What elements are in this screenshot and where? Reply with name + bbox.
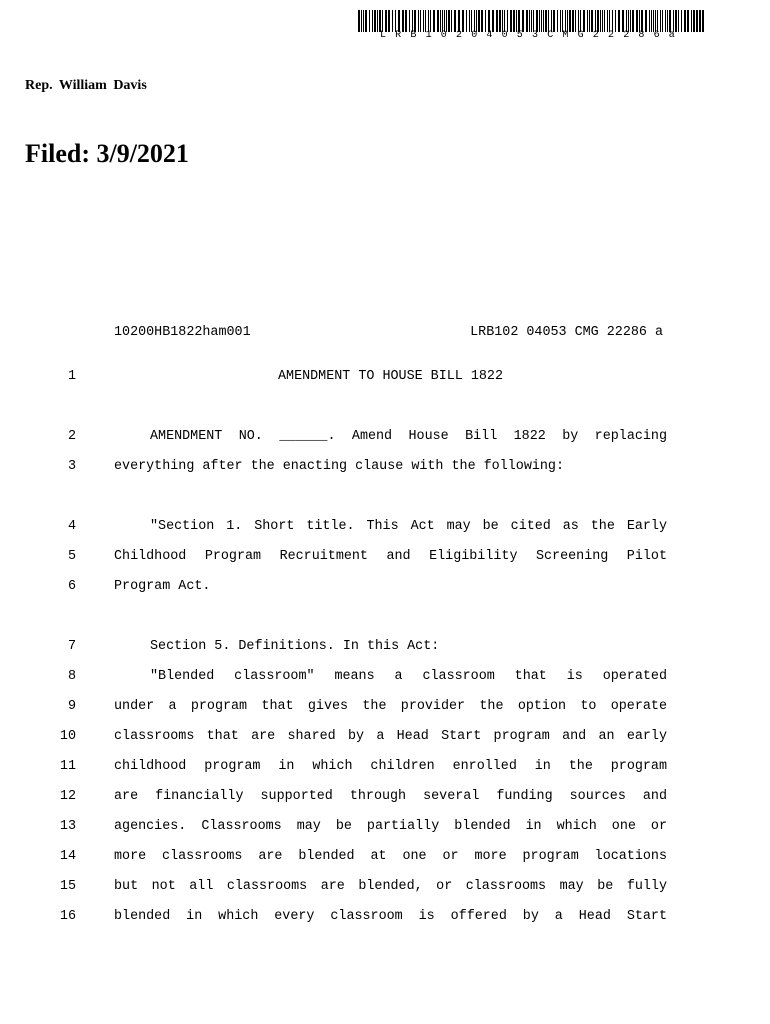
barcode-bar [531,10,532,32]
barcode-bar [678,10,679,32]
barcode-bar [557,10,558,32]
barcode-bar [553,10,555,32]
barcode-bar [655,10,656,32]
barcode-bar [462,10,464,32]
barcode-bar [385,10,387,32]
line-text: AMENDMENT NO. ______. Amend House Bill 1822 by replacing [150,429,667,444]
barcode-bar [615,10,616,32]
barcode-bar [626,10,627,32]
document-line [0,429,770,449]
barcode-bar [365,10,367,32]
barcode-bar [474,10,475,32]
barcode-bar [363,10,364,32]
line-text: blended in which every classroom is offered by a Head Start [114,909,667,924]
barcode-bar [632,10,634,32]
sponsor-name: Rep. William Davis [25,78,147,93]
barcode-bar [612,10,613,32]
barcode-bar [543,10,544,32]
line-number: 3 [67,459,76,474]
line-number: 4 [67,519,76,534]
barcode-bar [379,10,381,32]
barcode-bar [507,10,508,32]
barcode-bar [587,10,588,32]
barcode-bar [437,10,439,32]
barcode-bar [651,10,652,32]
barcode-bar [412,10,413,32]
barcode-bar [430,10,431,32]
barcode-bar [567,10,568,32]
barcode-bar [660,10,661,32]
barcode-bar [602,10,603,32]
barcode-bar [699,10,701,32]
barcode-bar [374,10,376,32]
barcode-bar [639,10,640,32]
barcode-bar [681,10,682,32]
line-number: 13 [59,819,76,834]
barcode-bar [448,10,450,32]
bill-identifier: 10200HB1822ham001 [114,325,251,340]
amendment-title: AMENDMENT TO HOUSE BILL 1822 [278,369,503,384]
barcode-bar [388,10,390,32]
line-number: 14 [59,849,76,864]
barcode-bar [398,10,400,32]
barcode-bar [418,10,419,32]
barcode-bar [361,10,362,32]
barcode-bar [536,10,538,32]
barcode-bar [696,10,698,32]
barcode-bar [529,10,530,32]
barcode-bar [425,10,426,32]
barcode-bar [600,10,601,32]
line-text: but not all classrooms are blended, or classrooms may be fully [114,879,667,894]
line-number: 2 [67,429,76,444]
barcode-bar [562,10,563,32]
barcode-bar [440,10,441,32]
barcode-bar [458,10,460,32]
barcode-bar [382,10,383,32]
document-line [0,759,770,779]
document-line [0,639,770,659]
barcode-bar [580,10,581,32]
document-line [0,849,770,869]
line-number: 12 [59,789,76,804]
barcode-bar [488,10,490,32]
line-text: more classrooms are blended at one or more program locations [114,849,667,864]
barcode-bar [471,10,472,32]
barcode-bar [502,10,503,32]
barcode-bar [653,10,654,32]
barcode-bar [693,10,695,32]
barcode-bar [628,10,629,32]
barcode-bar [684,10,686,32]
barcode-bar [548,10,549,32]
barcode-bar [492,10,494,32]
barcode-bar [539,10,540,32]
barcode-bar [442,10,443,32]
barcode-bar [433,10,435,32]
barcode-bar [569,10,571,32]
barcode-bar [541,10,542,32]
barcode-bar [657,10,658,32]
barcode-bar [545,10,547,32]
barcode-bar [589,10,590,32]
barcode-bar [665,10,666,32]
barcode-bar [565,10,566,32]
barcode-bar [372,10,373,32]
barcode-bar [622,10,624,32]
barcode-bar [504,10,505,32]
barcode-bar [518,10,520,32]
barcode-bar [405,10,407,32]
barcode-bar [604,10,605,32]
document-line [0,909,770,929]
barcode-bar [526,10,528,32]
line-text: Program Act. [114,579,211,594]
line-text: everything after the enacting clause with the following: [114,459,564,474]
barcode-bar [607,10,608,32]
barcode-bar [402,10,404,32]
line-number: 15 [59,879,76,894]
barcode-bar [485,10,486,32]
barcode-bar [591,10,593,32]
document-line [0,789,770,809]
document-line [0,459,770,479]
line-number: 9 [67,699,76,714]
line-text: childhood program in which children enrolled in the program [114,759,667,774]
line-number: 1 [67,369,76,384]
barcode-bar [423,10,424,32]
barcode-bar [516,10,517,32]
barcode-bar [609,10,610,32]
barcode-bar [578,10,579,32]
barcode-bar [454,10,456,32]
barcode-bar [478,10,480,32]
line-number: 10 [59,729,76,744]
barcode-bar [513,10,515,32]
barcode-bar [687,10,689,32]
barcode-bar [595,10,596,32]
barcode-bar [636,10,638,32]
lrb-reference: LRB102 04053 CMG 22286 a [470,325,663,340]
barcode-bar [597,10,599,32]
barcode-bar [560,10,561,32]
barcode-bar [649,10,650,32]
barcode-bar [444,10,445,32]
barcode-bar [575,10,576,32]
line-number: 7 [67,639,76,654]
barcode-bar [691,10,692,32]
barcode-bar [392,10,393,32]
barcode-bar [533,10,534,32]
document-line [0,579,770,599]
line-number: 6 [67,579,76,594]
barcode-bar [469,10,470,32]
line-number: 11 [59,759,76,774]
filed-date: Filed: 3/9/2021 [25,139,189,168]
barcode-bar [618,10,620,32]
barcode-bar [466,10,467,32]
line-text: agencies. Classrooms may be partially blended in which one or [114,819,667,834]
line-text: classrooms that are shared by a Head Start program and an early [114,729,667,744]
line-text: under a program that gives the provider the option to operate [114,699,667,714]
document-line [0,879,770,899]
barcode-bar [641,10,643,32]
barcode-bar [630,10,631,32]
barcode-bar [572,10,574,32]
barcode-bar [358,10,360,32]
barcode-bar [481,10,483,32]
barcode-image [358,10,706,32]
line-text: Section 5. Definitions. In this Act: [150,639,440,654]
barcode-bar [510,10,512,32]
line-number: 8 [67,669,76,684]
barcode-bar [446,10,447,32]
barcode-bar [551,10,552,32]
line-number: 16 [59,909,76,924]
barcode-bar [673,10,674,32]
document-line [0,369,770,389]
document-line [0,519,770,539]
document-line [0,549,770,569]
barcode-bar [395,10,396,32]
barcode-bar [409,10,410,32]
barcode-bar [414,10,416,32]
barcode-bar [522,10,524,32]
barcode-bar [377,10,378,32]
line-number: 5 [67,549,76,564]
barcode-bar [583,10,585,32]
barcode-bar [496,10,498,32]
document-line [0,699,770,719]
document-line [0,669,770,689]
barcode-bar [669,10,671,32]
barcode-bar [675,10,677,32]
barcode-text: LRB10204053CMG22286a [379,30,685,41]
barcode-bar [702,10,704,32]
barcode-bar [667,10,668,32]
document-line [0,729,770,749]
line-text: "Section 1. Short title. This Act may be cited as the Early [150,519,667,534]
barcode-bar [645,10,647,32]
line-text: "Blended classroom" means a classroom that is operated [150,669,667,684]
barcode-bar [428,10,429,32]
barcode-bar [499,10,501,32]
barcode-bar [476,10,477,32]
barcode-bar [662,10,663,32]
line-text: are financially supported through several funding sources and [114,789,667,804]
line-text: Childhood Program Recruitment and Eligibility Screening Pilot [114,549,667,564]
document-line [0,819,770,839]
barcode-bar [420,10,421,32]
barcode-bar [451,10,452,32]
barcode-bar [369,10,370,32]
